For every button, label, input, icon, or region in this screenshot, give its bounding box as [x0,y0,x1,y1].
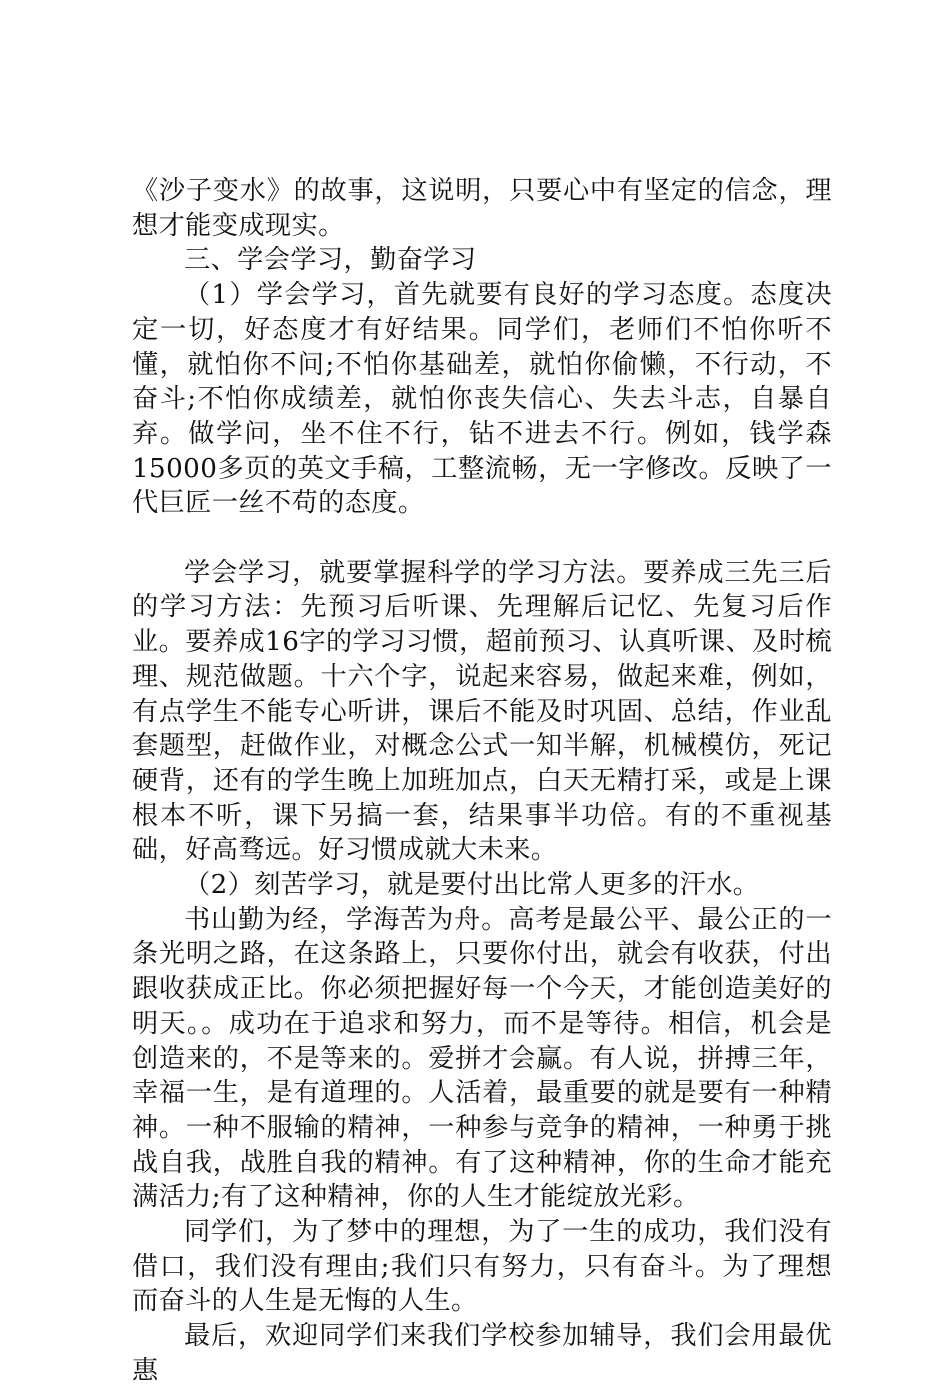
paragraph-hard-work-heading: （2）刻苦学习，就是要付出比常人更多的汗水。 [184,870,760,901]
paragraph-story-conclusion: 《沙子变水》的故事，这说明，只要心中有坚定的信念，理想才能变成现实。 [132,176,832,241]
paragraph-classmates-ideal: 同学们，为了梦中的理想，为了一生的成功，我们没有借口，我们没有理由;我们只有努力，只有奋斗。为了理想而奋斗的人生是无悔的人生。 [132,1217,832,1317]
paragraph-learning-attitude: （1）学会学习，首先就要有良好的学习态度。态度决定一切，好态度才有好结果。同学们，老师们不怕你听不懂，就怕你不问;不怕你基础差，就怕你偷懒，不行动，不奋斗;不怕你成绩差，就怕你丧失信心、失去斗志，自暴自弃。做学问，坐不住不行，钻不进去不行。例如，钱学森15000多页的英文手稿，工整流畅，无一字修改。反映了一代巨匠一丝不苟的态度。 [132,280,832,519]
paragraph-closing-invitation: 最后，欢迎同学们来我们学校参加辅导，我们会用最优惠 [132,1321,832,1386]
section-heading-learning: 三、学会学习，勤奋学习 [184,245,477,276]
document-body [132,174,832,1389]
paragraph-diligence: 书山勤为经，学海苦为舟。高考是最公平、最公正的一条光明之路，在这条路上，只要你付出，就会有收获，付出跟收获成正比。你必须把握好每一个今天，才能创造美好的明天。。成功在于追求和努力，而不是等待。相信，机会是创造来的，不是等来的。爱拼才会赢。有人说，拼搏三年，幸福一生，是有道理的。人活着，最重要的就是要有一种精神。一种不服输的精神，一种参与竞争的精神，一种勇于挑战自我，战胜自我的精神。有了这种精神，你的生命才能充满活力;有了这种精神，你的人生才能绽放光彩。 [132,904,832,1213]
paragraph-learning-method: 学会学习，就要掌握科学的学习方法。要养成三先三后的学习方法：先预习后听课、先理解后记忆、先复习后作业。要养成16字的学习习惯，超前预习、认真听课、及时梳理、规范做题。十六个字，说起来容易，做起来难，例如，有点学生不能专心听讲，课后不能及时巩固、总结，作业乱套题型，赶做作业，对概念公式一知半解，机械模仿，死记硬背，还有的学生晚上加班加点，白天无精打采，或是上课根本不听，课下另搞一套，结果事半功倍。有的不重视基础，好高骛远。好习惯成就大未来。 [132,557,832,866]
paragraph-spacer [132,521,832,556]
